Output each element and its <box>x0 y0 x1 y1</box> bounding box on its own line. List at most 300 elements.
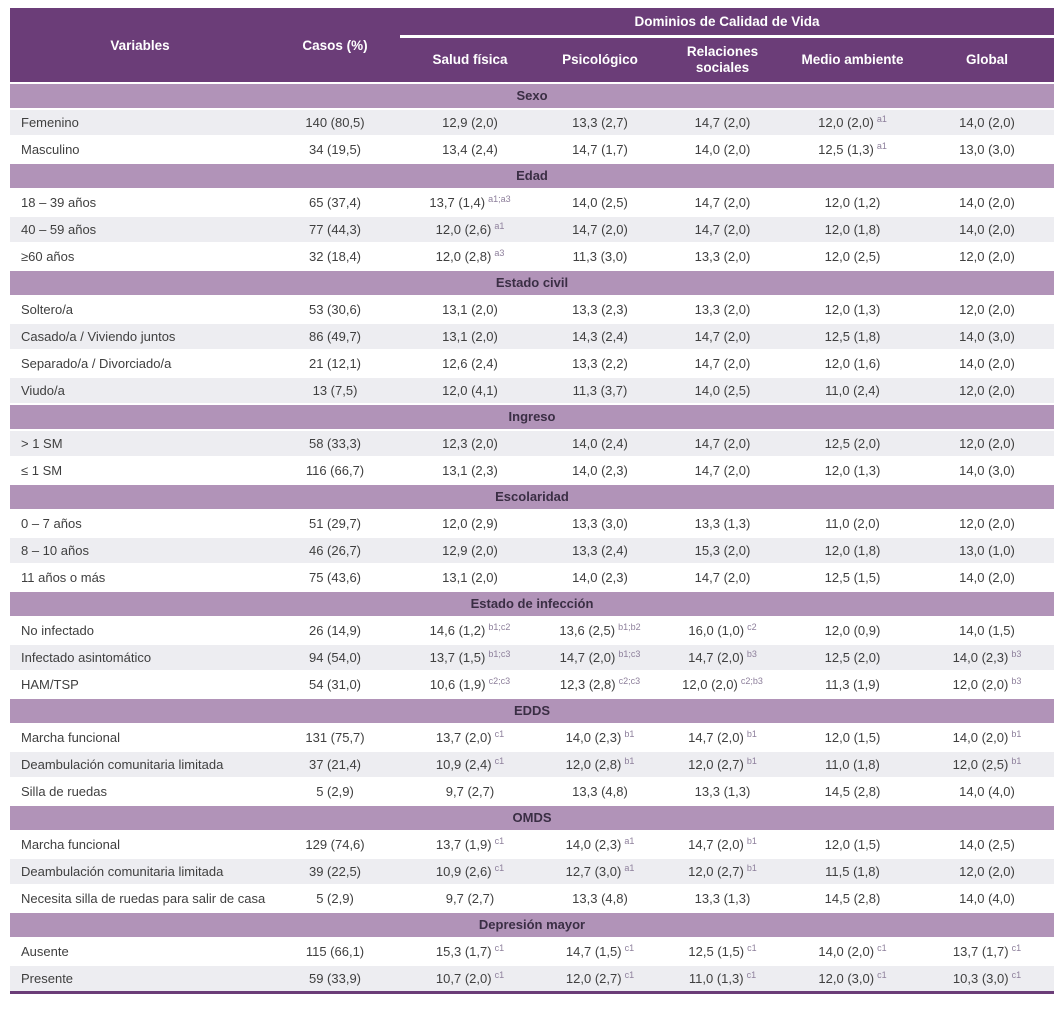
domain-value <box>920 296 1054 323</box>
domain-value <box>540 510 660 537</box>
casos-value: 58 (33,3) <box>270 430 400 457</box>
table-row <box>10 323 1054 350</box>
table-row <box>10 136 1054 163</box>
significance-superscript: c1 <box>494 835 505 846</box>
mean-sd-value: 12,0 (2,7) <box>688 757 744 772</box>
mean-sd-value: 14,0 (2,3) <box>565 837 622 852</box>
significance-superscript: a3 <box>494 247 505 258</box>
domain-value <box>400 350 540 377</box>
mean-sd-value: 14,0 (2,5) <box>572 195 628 210</box>
mean-sd-value: 14,7 (2,0) <box>694 195 751 210</box>
domain-value <box>785 644 920 671</box>
domain-value <box>400 323 540 350</box>
significance-superscript: a1 <box>624 835 635 846</box>
domain-value <box>920 510 1054 537</box>
domain-value <box>785 510 920 537</box>
significance-superscript: c1 <box>624 942 635 953</box>
mean-sd-value: 11,0 (2,0) <box>825 516 880 531</box>
mean-sd-value: 13,3 (1,3) <box>694 784 751 799</box>
mean-sd-value: 12,0 (2,0) <box>959 516 1015 531</box>
domain-value <box>785 296 920 323</box>
domain-value <box>785 671 920 698</box>
domain-value <box>540 617 660 644</box>
section-title: Sexo <box>10 83 1054 109</box>
mean-sd-value: 12,0 (2,0) <box>959 436 1015 451</box>
mean-sd-value: 12,6 (2,4) <box>442 356 498 371</box>
domain-value <box>660 724 785 751</box>
mean-sd-value: 14,0 (2,3) <box>565 730 622 745</box>
domain-value <box>785 189 920 216</box>
mean-sd-value: 14,7 (2,0) <box>694 463 751 478</box>
mean-sd-value: 11,3 (3,0) <box>572 249 628 264</box>
domain-value <box>540 858 660 885</box>
domain-value <box>400 564 540 591</box>
mean-sd-value: 13,3 (2,7) <box>572 115 628 130</box>
casos-value: 116 (66,7) <box>270 457 400 484</box>
column-header-salud-fisica: Salud física <box>400 36 540 83</box>
domain-value <box>785 323 920 350</box>
table-row <box>10 751 1054 778</box>
domain-value <box>540 216 660 243</box>
domain-value <box>400 377 540 404</box>
domain-value <box>660 510 785 537</box>
mean-sd-value: 13,3 (1,3) <box>694 891 751 906</box>
domain-value <box>540 724 660 751</box>
mean-sd-value: 14,0 (3,0) <box>959 329 1015 344</box>
mean-sd-value: 14,7 (2,0) <box>694 222 751 237</box>
mean-sd-value: 14,7 (2,0) <box>694 115 751 130</box>
domain-value <box>920 537 1054 564</box>
domain-value <box>920 350 1054 377</box>
mean-sd-value: 12,0 (3,0) <box>818 971 875 986</box>
mean-sd-value: 9,7 (2,7) <box>445 784 495 799</box>
section-header-row <box>10 912 1054 938</box>
significance-superscript: c1 <box>494 755 505 766</box>
mean-sd-value: 12,3 (2,0) <box>442 436 498 451</box>
mean-sd-value: 12,0 (2,5) <box>952 757 1009 772</box>
mean-sd-value: 13,0 (3,0) <box>959 142 1015 157</box>
domain-value <box>660 858 785 885</box>
mean-sd-value: 14,0 (2,0) <box>959 356 1015 371</box>
mean-sd-value: 16,0 (1,0) <box>688 623 745 638</box>
table-row <box>10 644 1054 671</box>
variable-label: Silla de ruedas <box>10 778 270 805</box>
casos-value: 37 (21,4) <box>270 751 400 778</box>
significance-superscript: b3 <box>746 648 757 659</box>
mean-sd-value: 14,7 (2,0) <box>688 650 744 665</box>
variable-label: Marcha funcional <box>10 831 270 858</box>
casos-value: 86 (49,7) <box>270 323 400 350</box>
significance-superscript: b1 <box>624 728 635 739</box>
mean-sd-value: 12,5 (2,0) <box>824 436 881 451</box>
mean-sd-value: 15,3 (1,7) <box>435 944 492 959</box>
domain-value <box>920 778 1054 805</box>
domain-value <box>920 109 1054 136</box>
section-header-row <box>10 591 1054 617</box>
domain-value <box>785 457 920 484</box>
domain-value <box>660 831 785 858</box>
domains-group-header: Dominios de Calidad de Vida <box>400 8 1054 36</box>
domain-value <box>660 109 785 136</box>
mean-sd-value: 12,0 (1,5) <box>824 730 881 745</box>
mean-sd-value: 13,1 (2,0) <box>442 329 498 344</box>
domain-value <box>660 751 785 778</box>
domain-value <box>660 216 785 243</box>
domain-value <box>920 965 1054 993</box>
mean-sd-value: 12,5 (2,0) <box>824 650 881 665</box>
domain-value <box>660 189 785 216</box>
domain-value <box>400 243 540 270</box>
mean-sd-value: 12,5 (1,5) <box>824 570 881 585</box>
table-row <box>10 377 1054 404</box>
table-row <box>10 216 1054 243</box>
domain-value <box>920 938 1054 965</box>
domain-value <box>785 938 920 965</box>
domain-value <box>540 430 660 457</box>
variable-label: Necesita silla de ruedas para salir de casa <box>10 885 270 912</box>
mean-sd-value: 14,7 (1,7) <box>572 142 628 157</box>
casos-value: 26 (14,9) <box>270 617 400 644</box>
domain-value <box>540 136 660 163</box>
section-title: Estado de infección <box>10 591 1054 617</box>
mean-sd-value: 13,7 (2,0) <box>435 730 492 745</box>
mean-sd-value: 14,6 (1,2) <box>429 623 486 638</box>
domain-value <box>540 296 660 323</box>
significance-superscript: c1 <box>494 862 505 873</box>
domain-value <box>920 323 1054 350</box>
domain-value <box>400 831 540 858</box>
variable-label: Masculino <box>10 136 270 163</box>
domain-value <box>660 644 785 671</box>
domain-value <box>785 243 920 270</box>
mean-sd-value: 13,3 (2,0) <box>694 249 751 264</box>
variable-label: Presente <box>10 965 270 993</box>
mean-sd-value: 12,0 (2,6) <box>435 222 492 237</box>
variable-label: Marcha funcional <box>10 724 270 751</box>
domain-value <box>920 831 1054 858</box>
domain-value <box>785 350 920 377</box>
casos-value: 129 (74,6) <box>270 831 400 858</box>
domain-value <box>660 136 785 163</box>
variable-label: 11 años o más <box>10 564 270 591</box>
mean-sd-value: 14,0 (2,5) <box>694 383 751 398</box>
mean-sd-value: 14,0 (2,0) <box>694 142 751 157</box>
mean-sd-value: 12,3 (2,8) <box>559 677 616 692</box>
domain-value <box>540 457 660 484</box>
domain-value <box>540 938 660 965</box>
casos-value: 94 (54,0) <box>270 644 400 671</box>
domain-value <box>920 430 1054 457</box>
section-title: Depresión mayor <box>10 912 1054 938</box>
mean-sd-value: 14,7 (2,0) <box>688 837 744 852</box>
mean-sd-value: 12,0 (2,0) <box>959 383 1015 398</box>
mean-sd-value: 12,9 (2,0) <box>442 115 498 130</box>
table-row <box>10 858 1054 885</box>
mean-sd-value: 12,0 (1,6) <box>824 356 881 371</box>
domain-value <box>660 457 785 484</box>
table-row <box>10 965 1054 993</box>
mean-sd-value: 12,0 (2,9) <box>442 516 498 531</box>
table-body <box>10 83 1054 993</box>
mean-sd-value: 14,0 (2,0) <box>959 222 1015 237</box>
mean-sd-value: 13,1 (2,0) <box>442 570 498 585</box>
mean-sd-value: 12,0 (2,0) <box>959 864 1015 879</box>
mean-sd-value: 14,0 (2,3) <box>572 463 628 478</box>
variable-label: No infectado <box>10 617 270 644</box>
mean-sd-value: 12,0 (1,5) <box>824 837 881 852</box>
table-row <box>10 724 1054 751</box>
domain-value <box>400 216 540 243</box>
mean-sd-value: 13,3 (4,8) <box>572 784 628 799</box>
mean-sd-value: 13,3 (2,3) <box>572 302 628 317</box>
variable-label: 8 – 10 años <box>10 537 270 564</box>
domain-value <box>660 671 785 698</box>
casos-value: 77 (44,3) <box>270 216 400 243</box>
domain-value <box>785 430 920 457</box>
mean-sd-value: 14,0 (2,0) <box>959 195 1015 210</box>
domain-value <box>785 109 920 136</box>
significance-superscript: c1 <box>877 969 887 980</box>
domain-value <box>785 858 920 885</box>
domain-value <box>920 644 1054 671</box>
table-row <box>10 109 1054 136</box>
mean-sd-value: 14,0 (2,3) <box>572 570 628 585</box>
domain-value <box>400 189 540 216</box>
casos-value: 13 (7,5) <box>270 377 400 404</box>
domain-value <box>920 189 1054 216</box>
domain-value <box>400 457 540 484</box>
mean-sd-value: 12,5 (1,8) <box>824 329 881 344</box>
casos-value: 59 (33,9) <box>270 965 400 993</box>
mean-sd-value: 13,3 (4,8) <box>572 891 628 906</box>
domain-value <box>785 751 920 778</box>
casos-value: 32 (18,4) <box>270 243 400 270</box>
domain-value <box>660 377 785 404</box>
table-row <box>10 243 1054 270</box>
section-header-row <box>10 805 1054 831</box>
significance-superscript: c1 <box>747 942 757 953</box>
significance-superscript: c1 <box>746 969 757 980</box>
domain-value <box>400 296 540 323</box>
domain-value <box>540 189 660 216</box>
casos-value: 54 (31,0) <box>270 671 400 698</box>
mean-sd-value: 12,0 (2,0) <box>959 302 1015 317</box>
mean-sd-value: 14,3 (2,4) <box>572 329 628 344</box>
domain-value <box>540 323 660 350</box>
mean-sd-value: 12,7 (3,0) <box>565 864 622 879</box>
domain-value <box>400 778 540 805</box>
section-title: Edad <box>10 163 1054 189</box>
significance-superscript: b3 <box>1011 675 1022 686</box>
mean-sd-value: 14,7 (2,0) <box>694 329 751 344</box>
table-row <box>10 510 1054 537</box>
domain-value <box>540 377 660 404</box>
mean-sd-value: 13,7 (1,9) <box>435 837 492 852</box>
domain-value <box>400 109 540 136</box>
significance-superscript: b1 <box>746 755 757 766</box>
significance-superscript: b1 <box>1011 728 1022 739</box>
mean-sd-value: 14,7 (2,0) <box>694 356 751 371</box>
casos-value: 65 (37,4) <box>270 189 400 216</box>
casos-value: 140 (80,5) <box>270 109 400 136</box>
section-title: OMDS <box>10 805 1054 831</box>
mean-sd-value: 13,3 (3,0) <box>572 516 628 531</box>
mean-sd-value: 12,0 (2,7) <box>565 971 622 986</box>
section-title: Estado civil <box>10 270 1054 296</box>
significance-superscript: b1 <box>746 835 757 846</box>
mean-sd-value: 14,7 (2,0) <box>688 730 744 745</box>
mean-sd-value: 12,0 (2,0) <box>682 677 738 692</box>
domain-value <box>660 243 785 270</box>
domain-value <box>400 644 540 671</box>
mean-sd-value: 10,9 (2,4) <box>435 757 492 772</box>
domain-value <box>400 671 540 698</box>
casos-value: 115 (66,1) <box>270 938 400 965</box>
domain-value <box>400 510 540 537</box>
domain-value <box>400 724 540 751</box>
mean-sd-value: 14,7 (2,0) <box>694 436 751 451</box>
mean-sd-value: 12,0 (1,2) <box>824 195 881 210</box>
mean-sd-value: 12,0 (2,0) <box>818 115 874 130</box>
casos-value: 5 (2,9) <box>270 778 400 805</box>
section-header-row <box>10 404 1054 430</box>
domain-value <box>660 564 785 591</box>
significance-superscript: c1 <box>624 969 635 980</box>
mean-sd-value: 14,5 (2,8) <box>824 891 881 906</box>
significance-superscript: c1 <box>877 942 887 953</box>
mean-sd-value: 14,0 (2,0) <box>959 570 1015 585</box>
mean-sd-value: 12,0 (1,8) <box>824 543 881 558</box>
significance-superscript: a1 <box>876 140 887 151</box>
domain-value <box>400 136 540 163</box>
domain-value <box>660 885 785 912</box>
variable-label: > 1 SM <box>10 430 270 457</box>
mean-sd-value: 12,0 (2,8) <box>565 757 622 772</box>
significance-superscript: b1 <box>1011 755 1022 766</box>
mean-sd-value: 14,0 (3,0) <box>959 463 1015 478</box>
domain-value <box>785 965 920 993</box>
table-row <box>10 537 1054 564</box>
domain-value <box>540 350 660 377</box>
mean-sd-value: 10,3 (3,0) <box>952 971 1009 986</box>
domain-value <box>785 778 920 805</box>
mean-sd-value: 15,3 (2,0) <box>694 543 751 558</box>
domain-value <box>660 965 785 993</box>
mean-sd-value: 13,3 (2,2) <box>572 356 628 371</box>
significance-superscript: a1 <box>494 220 505 231</box>
domain-value <box>660 430 785 457</box>
mean-sd-value: 12,5 (1,3) <box>818 142 874 157</box>
mean-sd-value: 13,4 (2,4) <box>442 142 498 157</box>
significance-superscript: c1 <box>1011 969 1022 980</box>
domain-value <box>540 778 660 805</box>
mean-sd-value: 12,0 (2,7) <box>688 864 744 879</box>
significance-superscript: c2;b3 <box>740 675 763 686</box>
significance-superscript: c1 <box>494 942 505 953</box>
column-header-psicologico: Psicológico <box>540 36 660 83</box>
mean-sd-value: 14,7 (2,0) <box>559 650 616 665</box>
casos-value: 39 (22,5) <box>270 858 400 885</box>
mean-sd-value: 11,3 (3,7) <box>572 383 628 398</box>
mean-sd-value: 12,0 (2,8) <box>435 249 492 264</box>
domain-value <box>540 751 660 778</box>
variable-label: Soltero/a <box>10 296 270 323</box>
significance-superscript: a1;a3 <box>488 193 511 204</box>
table-row <box>10 457 1054 484</box>
section-header-row <box>10 83 1054 109</box>
significance-superscript: c1 <box>494 969 505 980</box>
domain-value <box>920 724 1054 751</box>
table-row <box>10 564 1054 591</box>
section-header-row <box>10 698 1054 724</box>
mean-sd-value: 11,0 (1,3) <box>688 971 744 986</box>
mean-sd-value: 13,1 (2,3) <box>442 463 498 478</box>
variable-label: HAM/TSP <box>10 671 270 698</box>
mean-sd-value: 12,0 (0,9) <box>824 623 881 638</box>
domain-value <box>920 136 1054 163</box>
table-row <box>10 938 1054 965</box>
domain-value <box>540 965 660 993</box>
domain-value <box>400 965 540 993</box>
domain-value <box>785 377 920 404</box>
domain-value <box>920 216 1054 243</box>
variable-label: Deambulación comunitaria limitada <box>10 751 270 778</box>
domain-value <box>540 671 660 698</box>
significance-superscript: a1 <box>876 113 887 124</box>
mean-sd-value: 14,7 (2,0) <box>694 570 751 585</box>
mean-sd-value: 11,3 (1,9) <box>825 677 880 692</box>
domain-value <box>660 323 785 350</box>
domain-value <box>785 885 920 912</box>
mean-sd-value: 13,6 (2,5) <box>559 623 616 638</box>
significance-superscript: c1 <box>1011 942 1022 953</box>
mean-sd-value: 10,7 (2,0) <box>435 971 492 986</box>
domain-value <box>785 724 920 751</box>
casos-value: 21 (12,1) <box>270 350 400 377</box>
significance-superscript: b1 <box>746 728 757 739</box>
mean-sd-value: 14,0 (2,0) <box>818 944 875 959</box>
casos-value: 34 (19,5) <box>270 136 400 163</box>
mean-sd-value: 14,0 (2,4) <box>572 436 628 451</box>
mean-sd-value: 12,0 (1,3) <box>824 302 881 317</box>
mean-sd-value: 12,9 (2,0) <box>442 543 498 558</box>
domain-value <box>785 136 920 163</box>
significance-superscript: a1 <box>624 862 635 873</box>
domain-value <box>920 671 1054 698</box>
mean-sd-value: 11,0 (1,8) <box>825 757 880 772</box>
casos-value: 75 (43,6) <box>270 564 400 591</box>
domain-value <box>660 350 785 377</box>
casos-value: 51 (29,7) <box>270 510 400 537</box>
column-header-variables: Variables <box>10 8 270 83</box>
table-row <box>10 350 1054 377</box>
domain-value <box>540 243 660 270</box>
mean-sd-value: 12,0 (2,0) <box>959 249 1015 264</box>
significance-superscript: b3 <box>1011 648 1022 659</box>
mean-sd-value: 13,7 (1,4) <box>429 195 486 210</box>
variable-label: ≤ 1 SM <box>10 457 270 484</box>
mean-sd-value: 14,0 (2,5) <box>959 837 1015 852</box>
significance-superscript: b1;b2 <box>618 621 641 632</box>
significance-superscript: c2;c3 <box>488 675 511 686</box>
domain-value <box>400 858 540 885</box>
domain-value <box>920 858 1054 885</box>
variable-label: 0 – 7 años <box>10 510 270 537</box>
mean-sd-value: 12,0 (1,3) <box>824 463 881 478</box>
table-row <box>10 831 1054 858</box>
variable-label: Viudo/a <box>10 377 270 404</box>
variable-label: Infectado asintomático <box>10 644 270 671</box>
